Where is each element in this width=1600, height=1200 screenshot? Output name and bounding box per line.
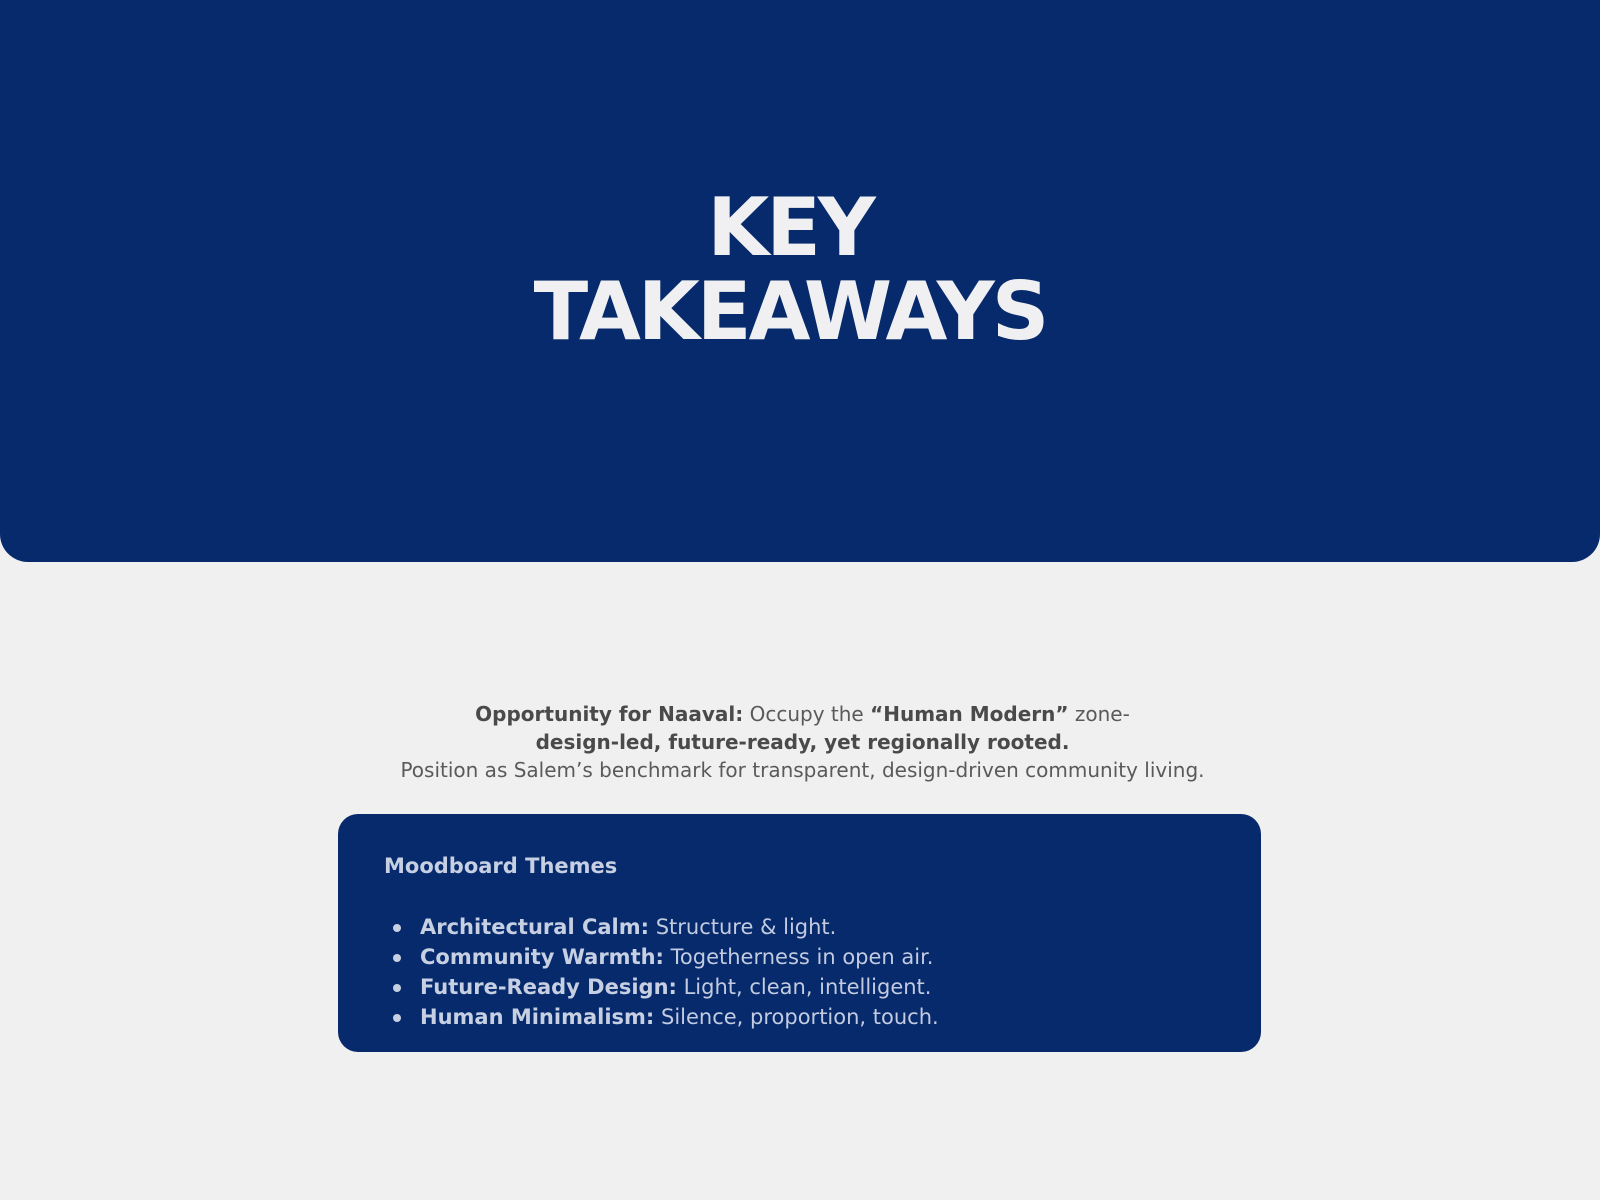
title-line-1: KEY [707, 181, 873, 274]
title-line-2: TAKEAWAYS [533, 265, 1047, 358]
zone-suffix: zone- [1068, 702, 1130, 726]
theme-description: Silence, proportion, touch. [654, 1005, 939, 1029]
opportunity-line [300, 700, 1305, 728]
theme-label: Community Warmth: [420, 945, 664, 969]
page-title [0, 181, 1580, 358]
theme-label: Architectural Calm: [420, 915, 650, 939]
opportunity-label: Opportunity for Naaval: [475, 702, 744, 726]
list-item [420, 942, 1215, 972]
list-item [420, 912, 1215, 942]
moodboard-panel [338, 814, 1261, 1052]
hero-banner [0, 0, 1600, 562]
bullet-icon [393, 1014, 401, 1022]
opportunity-statement [300, 700, 1305, 784]
tagline-text: design-led, future-ready, yet regionally rooted. [535, 730, 1070, 754]
occupy-text: Occupy the [743, 702, 871, 726]
moodboard-list [384, 912, 1215, 1032]
theme-label: Future-Ready Design: [420, 975, 677, 999]
theme-description: Structure & light. [649, 915, 837, 939]
bullet-icon [393, 924, 401, 932]
list-item [420, 1002, 1215, 1032]
zone-name: “Human Modern” [870, 702, 1069, 726]
bullet-icon [393, 954, 401, 962]
bullet-icon [393, 984, 401, 992]
moodboard-title: Moodboard Themes [384, 854, 618, 878]
theme-description: Light, clean, intelligent. [676, 975, 932, 999]
theme-description: Togetherness in open air. [663, 945, 934, 969]
list-item [420, 972, 1215, 1002]
tagline [300, 728, 1305, 756]
theme-label: Human Minimalism: [420, 1005, 655, 1029]
position-statement: Position as Salem’s benchmark for transparent, design-driven community living. [400, 758, 1205, 782]
